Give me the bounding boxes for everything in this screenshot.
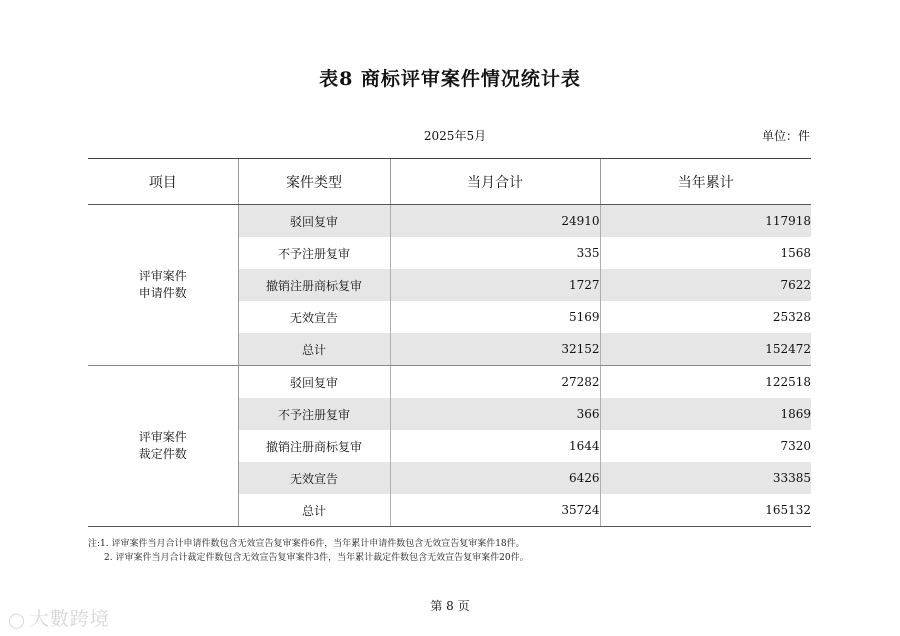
year-total: 1869 <box>600 398 811 430</box>
month-total: 1644 <box>390 430 600 462</box>
year-total: 33385 <box>600 462 811 494</box>
year-total: 1568 <box>780 246 811 260</box>
case-type: 无效宣告 <box>238 462 390 494</box>
watermark-logo-icon: ◯ <box>8 611 26 629</box>
footnote-1: 注:1. 评审案件当月合计申请件数包含无效宣告复审案件6件，当年累计申请件数包含无效宣告复审案件18件。 <box>88 539 525 549</box>
month-total: 1727 <box>390 269 600 301</box>
case-type: 总计 <box>238 333 390 366</box>
month-total: 27282 <box>390 366 600 399</box>
header-year: 当年累计 <box>600 159 811 205</box>
year-total: 25328 <box>772 310 811 324</box>
header-month: 当月合计 <box>390 159 600 205</box>
year-total: 117918 <box>600 205 811 238</box>
watermark-text: 大數跨境 <box>29 608 110 630</box>
header-item: 项目 <box>88 159 238 205</box>
case-type: 驳回复审 <box>238 205 390 238</box>
page-title: 表8 商标评审案件情况统计表 <box>319 68 581 90</box>
report-date: 2025年5月 <box>423 129 487 143</box>
header-type: 案件类型 <box>238 159 390 205</box>
footnotes <box>88 537 529 565</box>
case-type: 不予注册复审 <box>238 398 390 430</box>
watermark <box>8 604 110 631</box>
group-label: 评审案件 申请件数 <box>88 205 238 366</box>
stats-table <box>88 158 811 527</box>
table-row <box>88 205 811 238</box>
month-total: 24910 <box>390 205 600 238</box>
group-rulings <box>88 366 811 527</box>
footnote-2: 2. 评审案件当月合计裁定件数包含无效宣告复审案件3件，当年累计裁定件数包含无效宣告复审案件20件。 <box>104 553 529 563</box>
table-header-row <box>88 159 811 205</box>
month-total: 5169 <box>390 301 600 333</box>
case-type: 不予注册复审 <box>238 237 390 269</box>
case-type: 无效宣告 <box>238 301 390 333</box>
year-total: 7320 <box>780 439 811 453</box>
page-number: 第 8 页 <box>430 599 470 613</box>
table-row <box>88 366 811 399</box>
month-total: 35724 <box>390 494 600 527</box>
case-type: 驳回复审 <box>238 366 390 399</box>
group-label: 评审案件 裁定件数 <box>88 366 238 527</box>
year-total: 122518 <box>765 375 811 389</box>
year-total: 165132 <box>600 494 811 527</box>
case-type: 撤销注册商标复审 <box>238 269 390 301</box>
unit-label: 单位：件 <box>761 129 810 143</box>
year-total: 7622 <box>600 269 811 301</box>
case-type: 总计 <box>238 494 390 527</box>
year-total: 152472 <box>600 333 811 366</box>
month-total: 32152 <box>390 333 600 366</box>
case-type: 撤销注册商标复审 <box>238 430 390 462</box>
group-applications <box>88 205 811 366</box>
month-total: 335 <box>390 237 600 269</box>
month-total: 6426 <box>390 462 600 494</box>
month-total: 366 <box>390 398 600 430</box>
